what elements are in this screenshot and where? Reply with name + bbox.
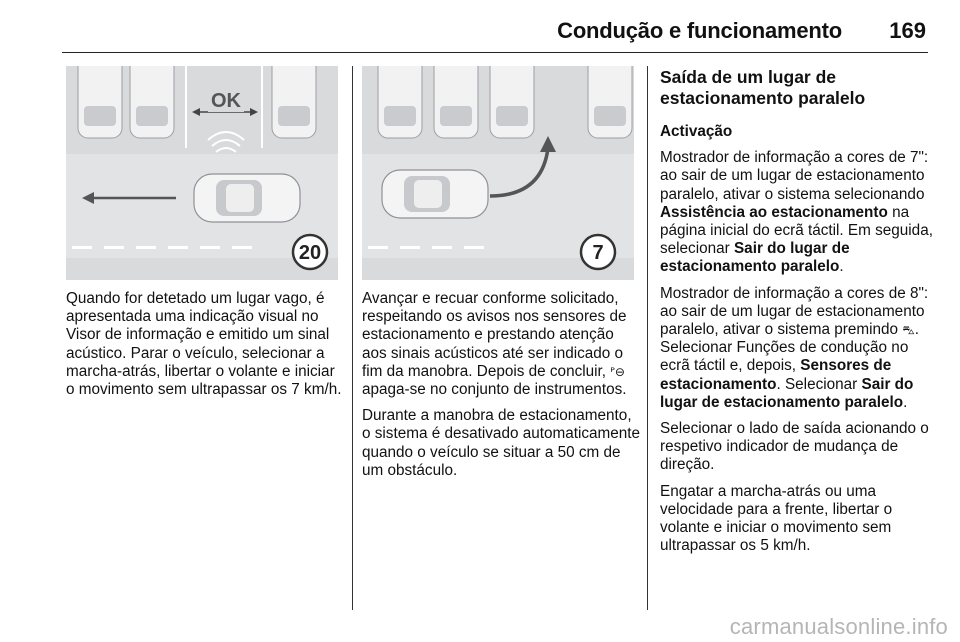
col3-p1-bold-2: Sair do lugar de estacionamento paralelo bbox=[660, 240, 850, 276]
figure-parking-space-detected bbox=[66, 66, 338, 280]
col3-paragraph-3: Selecionar o lado de saída acionando o respetivo indicador de mudança de direção. bbox=[660, 420, 929, 474]
page-number: 169 bbox=[889, 18, 926, 43]
figure-badge-7: 7 bbox=[592, 242, 604, 264]
col3-p2-text-b: . Selecionar Funções de condução no ecrã táctil e, depois, bbox=[660, 321, 919, 375]
col2-p1-text-a: Avançar e recuar conforme solicitado, respeitando os avisos nos sensores de estacionamento e prestando atenção aos sinais acústicos até ser indicado o fim da manobra. Depois de concluir, bbox=[362, 290, 627, 380]
col3-paragraph-2 bbox=[660, 285, 940, 412]
col3-p2-text-a: Mostrador de informação a cores de 8": ao sair de um lugar de estacionamento paralelo, ativar o sistema premindo bbox=[660, 284, 929, 339]
col3-p1-bold-1: Assistência ao estacionamento bbox=[660, 203, 888, 221]
column-divider-left bbox=[352, 66, 353, 610]
car-sensor-icon: ⛍ bbox=[902, 323, 915, 338]
col3-paragraph-1 bbox=[660, 149, 940, 276]
col3-p2-text-c: . Selecionar bbox=[776, 375, 858, 393]
col3-p2-bold-1: Sensores de estacionamento bbox=[660, 357, 892, 393]
col2-paragraph-2: Durante a manobra de estacionamento, o sistema é desativado automaticamente quando o veículo se situar a 50 cm de um obstáculo. bbox=[362, 407, 641, 479]
col3-p2-bold-2: Sair do lugar de estacionamento paralelo bbox=[660, 375, 914, 411]
subheading-activation: Activação bbox=[660, 123, 733, 140]
section-heading: Saída de um lugar de estacionamento paralelo bbox=[660, 67, 866, 108]
col3-p1-text-b: na página inicial do ecrã táctil. Em seguida, selecionar bbox=[660, 203, 933, 258]
ok-sign-text: OK bbox=[211, 90, 241, 112]
watermark: carmanualsonline.info bbox=[729, 614, 948, 639]
col3-p1-text-a: Mostrador de informação a cores de 7": ao sair de um lugar de estacionamento paralelo, ativar o sistema selecionando bbox=[660, 149, 929, 203]
col1-paragraph-1: Quando for detetado um lugar vago, é apresentada uma indicação visual no Visor de informação e emitido um sinal acústico. Parar o veículo, selecionar a marcha-atrás, libertar o volante e iniciar o movimento sem ultrapassar os 7 km/h. bbox=[66, 290, 342, 399]
column-3-text bbox=[660, 67, 940, 563]
column-divider-right bbox=[647, 66, 648, 610]
col3-paragraph-4: Engatar a marcha-atrás ou uma velocidade para a frente, libertar o volante e iniciar o movimento sem ultrapassar os 5 km/h. bbox=[660, 482, 893, 555]
col3-p1-text-c: . bbox=[839, 258, 844, 276]
page-header bbox=[62, 0, 928, 53]
figure-exit-parking bbox=[362, 66, 634, 280]
col2-paragraph-1 bbox=[362, 290, 642, 399]
park-assist-off-icon: ᴾ⊖ bbox=[610, 364, 625, 379]
figure-badge-20: 20 bbox=[298, 242, 322, 264]
figure-parking-space-detected-illustration bbox=[66, 66, 338, 280]
col3-p2-text-d: . bbox=[903, 393, 908, 411]
col2-p1-text-b: apaga-se no conjunto de instrumentos. bbox=[362, 381, 627, 399]
figure-exit-parking-illustration bbox=[362, 66, 634, 280]
column-2-text bbox=[362, 290, 642, 488]
column-1-text bbox=[66, 290, 346, 407]
section-title: Condução e funcionamento bbox=[557, 18, 842, 43]
